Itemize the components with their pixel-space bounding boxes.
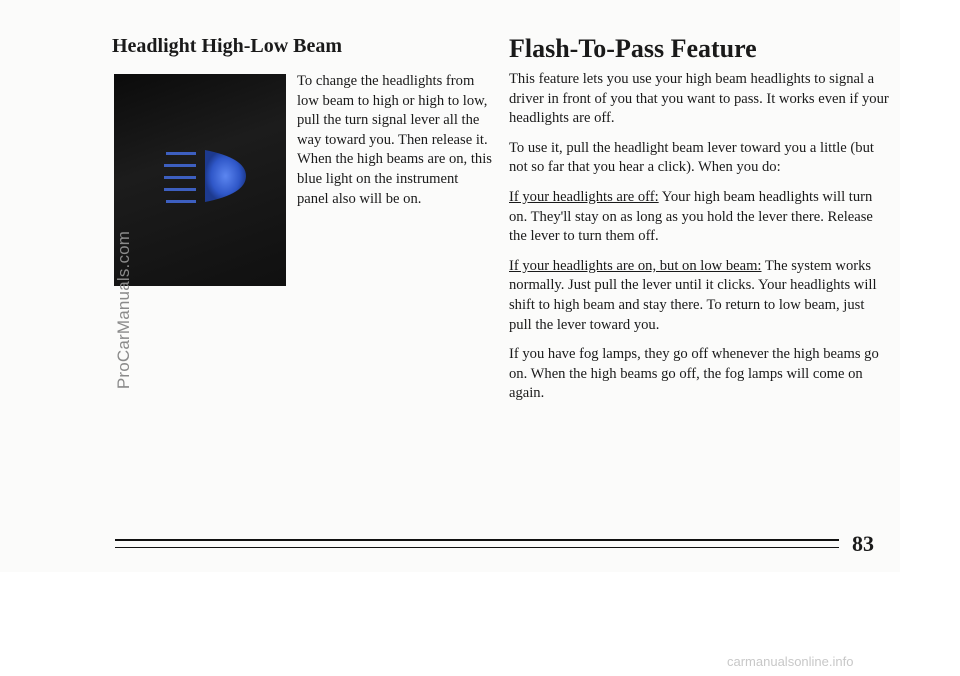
page-number: 83 — [852, 531, 874, 556]
condition-text-low: The system works normally. Just pull the lever until it clicks. Your headlights will shift to high beam and stay there. To return to low beam, just pull the lever toward you. — [509, 257, 877, 333]
paragraph-intro: This feature lets you use your high beam headlights to signal a driver in front of you that you want to pass. It works even if your headlights are off. — [509, 71, 889, 127]
condition-label-off: If your headlights are off: — [509, 188, 659, 205]
side-watermark-text: ProCarManuals.com — [114, 230, 133, 390]
high-beam-icon — [114, 74, 286, 286]
high-beam-indicator-photo — [114, 74, 286, 286]
paragraph-headlights-low — [509, 257, 889, 335]
high-low-beam-instructions: To change the headlights from low beam to high or high to low, pull the turn signal lever all the way toward you. Then release it. When the high beams are on, this blue light on the instrument panel also will be on. — [297, 73, 492, 207]
section-heading-flash-to-pass: Flash-To-Pass Feature — [509, 34, 757, 63]
paragraph-headlights-off — [509, 188, 889, 247]
section-heading-high-low-beam: Headlight High-Low Beam — [112, 35, 343, 57]
paragraph-how-to-use: To use it, pull the headlight beam lever toward you a little (but not so far that you hear a click). When you do: — [509, 139, 874, 176]
footer-rule-top — [115, 539, 839, 541]
paragraph-fog-lamps: If you have fog lamps, they go off whenever the high beams go on. When the high beams go off, the fog lamps will come on again. — [509, 346, 879, 402]
footer-rule-bottom — [115, 547, 839, 548]
condition-text-off: Your high beam headlights will turn on. They'll stay on as long as you hold the lever there. Release the lever to turn them off. — [509, 188, 873, 245]
side-watermark — [114, 30, 134, 590]
condition-label-low: If your headlights are on, but on low beam: — [509, 257, 762, 274]
flash-to-pass-body — [509, 70, 889, 414]
footer-watermark: carmanualsonline.info — [727, 654, 854, 669]
